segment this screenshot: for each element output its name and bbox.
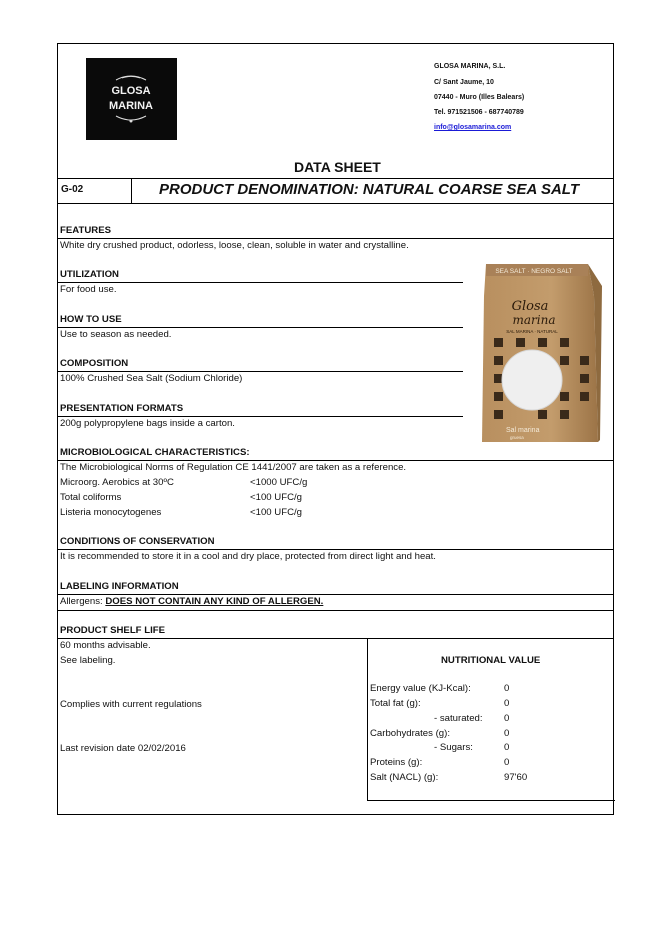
divider [58, 460, 613, 461]
divider [58, 178, 613, 179]
divider [58, 282, 463, 283]
shelf-life-line1: 60 months advisable. [60, 640, 151, 651]
nutrition-value: 97'60 [504, 772, 528, 783]
bag-bottom-text: Sal marina [506, 427, 540, 434]
logo-line1: GLOSA [111, 85, 151, 97]
nutrition-label: Proteins (g): [370, 757, 423, 768]
composition-text: 100% Crushed Sea Salt (Sodium Chloride) [60, 373, 243, 384]
nutrition-value: 0 [504, 683, 510, 694]
company-logo [86, 58, 177, 140]
labeling-heading: LABELING INFORMATION [60, 581, 179, 592]
micro-row-value: <1000 UFC/g [250, 477, 308, 488]
how-to-use-heading: HOW TO USE [60, 314, 122, 325]
how-to-use-text: Use to season as needed. [60, 329, 172, 340]
product-denomination: PRODUCT DENOMINATION: NATURAL COARSE SEA SALT [159, 181, 579, 198]
presentation-text: 200g polypropylene bags inside a carton. [60, 418, 235, 429]
conservation-heading: CONDITIONS OF CONSERVATION [60, 536, 215, 547]
nutrition-label: - Sugars: [434, 742, 473, 753]
allergens-text: DOES NOT CONTAIN ANY KIND OF ALLERGEN. [105, 596, 324, 607]
micro-row-name: Listeria monocytogenes [60, 507, 162, 518]
divider [58, 594, 613, 595]
nutrition-label: Carbohydrates (g): [370, 728, 450, 739]
divider [58, 610, 613, 611]
divider [131, 178, 132, 203]
microbiological-heading: MICROBIOLOGICAL CHARACTERISTICS: [60, 447, 250, 458]
complies-text: Complies with current regulations [60, 699, 202, 710]
divider [58, 203, 613, 204]
nutrition-value: 0 [504, 742, 510, 753]
bag-brand-sub: SAL MARINA · NATURAL [506, 329, 558, 334]
nutrition-label: Salt (NACL) (g): [370, 772, 439, 783]
company-phone: Tel. 971521506 - 687740789 [434, 109, 524, 116]
divider [58, 238, 613, 239]
utilization-heading: UTILIZATION [60, 269, 119, 280]
presentation-heading: PRESENTATION FORMATS [60, 403, 184, 414]
divider [58, 416, 463, 417]
company-city: 07440 - Muro (Illes Balears) [434, 94, 525, 101]
features-text: White dry crushed product, odorless, loose, clean, soluble in water and crystalline. [60, 240, 409, 251]
company-name: GLOSA MARINA, S.L. [434, 63, 506, 70]
divider [58, 327, 463, 328]
conservation-text: It is recommended to store it in a cool and dry place, protected from direct light and heat. [60, 551, 436, 562]
nutrition-title: NUTRITIONAL VALUE [441, 655, 541, 666]
bag-brand-line1: Glosa [511, 299, 549, 314]
micro-row-value: <100 UFC/g [250, 507, 302, 518]
allergens-label: Allergens: [60, 596, 103, 607]
divider [58, 371, 463, 372]
nutrition-label: - saturated: [434, 713, 483, 724]
bag-brand-line2: marina [512, 313, 556, 327]
divider [58, 549, 613, 550]
bag-top-label: SEA SALT · NEGRO SALT [495, 268, 573, 275]
revision-date: Last revision date 02/02/2016 [60, 743, 186, 754]
composition-heading: COMPOSITION [60, 358, 129, 369]
utilization-text: For food use. [60, 284, 117, 295]
shelf-life-line2: See labeling. [60, 655, 116, 666]
micro-row-value: <100 UFC/g [250, 492, 302, 503]
logo-emblem [86, 58, 177, 140]
product-bag-image [476, 256, 604, 452]
labeling-line [60, 596, 323, 608]
company-email[interactable]: info@glosamarina.com [434, 124, 512, 131]
logo-line2: MARINA [109, 100, 153, 112]
nutrition-value: 0 [504, 757, 510, 768]
bag-bottom-sub: gruesa [510, 435, 524, 440]
micro-row-name: Total coliforms [60, 492, 122, 503]
product-code: G-02 [61, 184, 84, 195]
company-address: C/ Sant Jaume, 10 [434, 79, 494, 86]
microbiological-text: The Microbiological Norms of Regulation CE 1441/2007 are taken as a reference. [60, 462, 407, 473]
micro-row-name: Microorg. Aerobics at 30ºC [60, 477, 174, 488]
sheet-title: DATA SHEET [294, 159, 381, 175]
features-heading: FEATURES [60, 225, 111, 236]
nutrition-label: Energy value (KJ-Kcal): [370, 683, 471, 694]
shelf-life-heading: PRODUCT SHELF LIFE [60, 625, 165, 636]
nutrition-value: 0 [504, 713, 510, 724]
nutrition-value: 0 [504, 698, 510, 709]
nutrition-label: Total fat (g): [370, 698, 421, 709]
nutrition-table [367, 638, 615, 801]
data-sheet [57, 43, 614, 815]
nutrition-value: 0 [504, 728, 510, 739]
salt-bag-icon [476, 256, 604, 452]
